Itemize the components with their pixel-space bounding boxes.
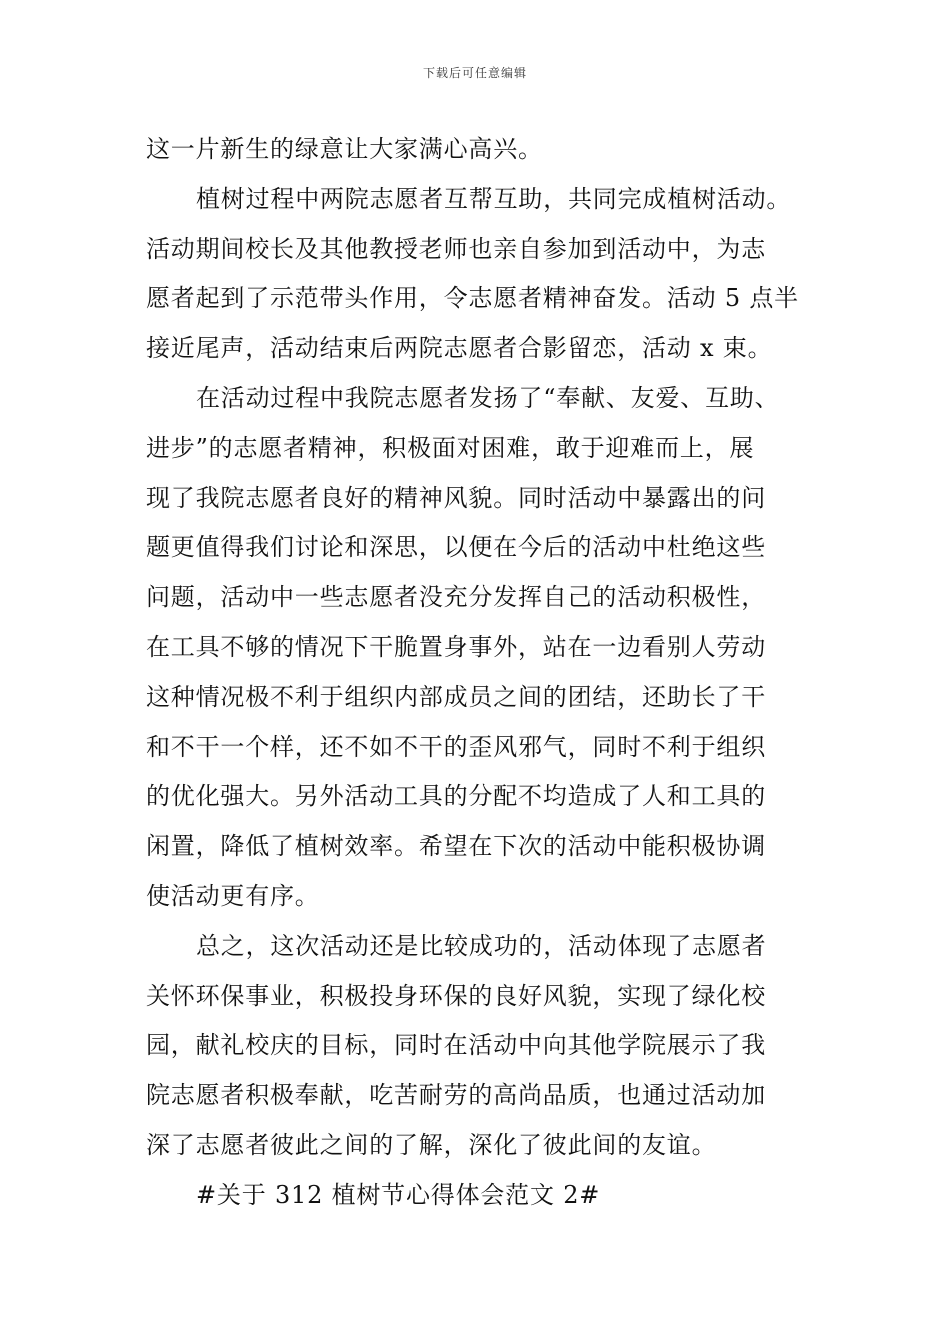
text-line-18: 关怀环保事业，积极投身环保的良好风貌，实现了绿化校: [146, 981, 766, 1010]
text-line-14: 的优化强大。另外活动工具的分配不均造成了人和工具的: [146, 782, 766, 811]
text-line-17: 总之，这次活动还是比较成功的，活动体现了志愿者: [196, 931, 767, 960]
text-line-21: 深了志愿者彼此之间的了解，深化了彼此间的友谊。: [146, 1130, 717, 1159]
text-line-16: 使活动更有序。: [146, 881, 320, 910]
text-line-10: 问题，活动中一些志愿者没充分发挥自己的活动积极性，: [146, 583, 766, 612]
text-line-7: 进步”的志愿者精神，积极面对困难，敢于迎难而上，展: [146, 433, 755, 462]
text-line-11: 在工具不够的情况下干脆置身事外，站在一边看别人劳动: [146, 632, 766, 661]
text-line-13: 和不干一个样，还不如不干的歪风邪气，同时不利于组织: [146, 732, 766, 761]
text-line-4: 愿者起到了示范带头作用，令志愿者精神奋发。活动 5 点半: [146, 284, 799, 313]
text-line-2: 植树过程中两院志愿者互帮互助，共同完成植树活动。: [196, 184, 792, 213]
header-note: 下载后可任意编辑: [422, 66, 527, 80]
text-line-15: 闲置，降低了植树效率。希望在下次的活动中能积极协调: [146, 832, 766, 861]
text-line-5: 接近尾声，活动结束后两院志愿者合影留恋，活动 x 束。: [146, 334, 773, 363]
text-line-3: 活动期间校长及其他教授老师也亲自参加到活动中，为志: [146, 234, 766, 263]
text-line-6: 在活动过程中我院志愿者发扬了“奉献、友爱、互助、: [196, 383, 780, 412]
section-heading: #关于 312 植树节心得体会范文 2#: [196, 1180, 601, 1209]
text-line-1: 这一片新生的绿意让大家满心高兴。: [146, 135, 543, 163]
body-text: [146, 125, 816, 1221]
text-line-12: 这种情况极不利于组织内部成员之间的团结，还助长了干: [146, 682, 766, 711]
text-line-20: 院志愿者积极奉献，吃苦耐劳的高尚品质，也通过活动加: [146, 1081, 766, 1110]
text-line-19: 园，献礼校庆的目标，同时在活动中向其他学院展示了我: [146, 1031, 766, 1060]
text-line-9: 题更值得我们讨论和深思，以便在今后的活动中杜绝这些: [146, 533, 766, 562]
text-line-8: 现了我院志愿者良好的精神风貌。同时活动中暴露出的问: [146, 483, 766, 512]
